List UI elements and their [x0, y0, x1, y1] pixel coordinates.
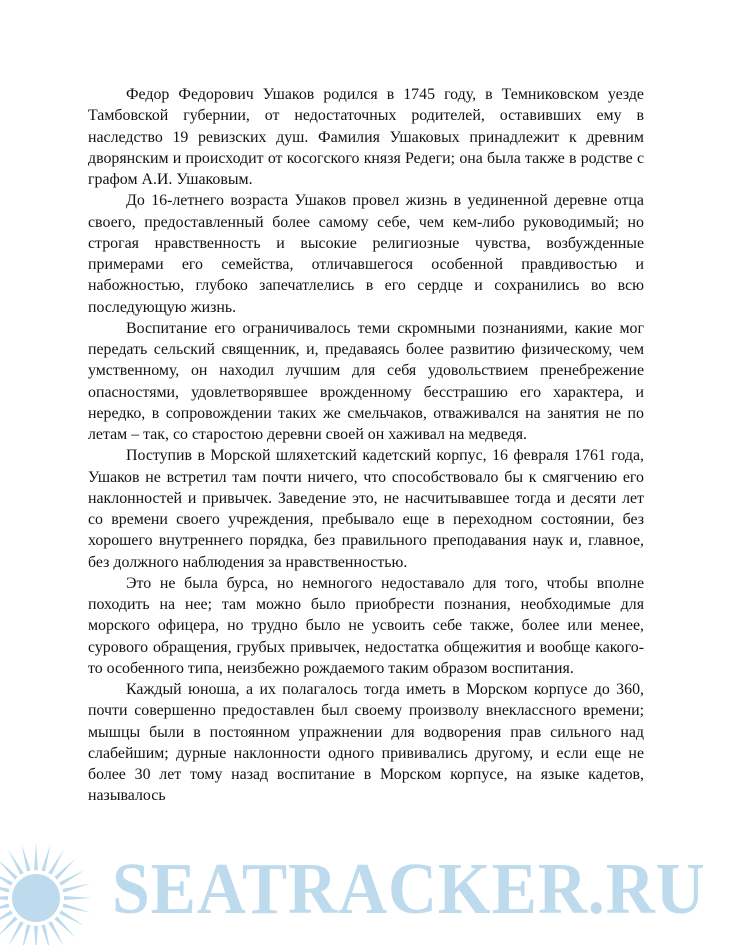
paragraph-4: Поступив в Морской шляхетский кадетский корпус, 16 февраля 1761 года, Ушаков не встретил там почти ничего, что способствовало бы к смягчению его наклонностей и привычек. Заведение это, не насчитывавшее тогда и десяти лет со времени своего учреждения, пребывало еще в переходном состоянии, без хорошего внутреннего порядка, без правильного преподавания наук и, главное, без должного наблюдения за нравственностью.: [88, 447, 644, 571]
sun-ray: [34, 842, 38, 870]
sun-ray: [22, 844, 31, 872]
watermark: [0, 838, 733, 945]
paragraph-1: Федор Федорович Ушаков родился в 1745 году, в Темниковском уезде Тамбовской губернии, от недостаточных родителей, оставивших ему в наследство 19 ревизских душ. Фамилия Ушаковых принадлежит к древним дворянским и происходит от косогского князя Редеги; она была также в родстве с графом А.И. Ушаковым.: [88, 86, 644, 188]
document-body: [88, 84, 644, 807]
sun-ray: [62, 884, 90, 893]
sun-ray: [0, 896, 8, 900]
sun-ray: [62, 903, 90, 912]
sun-ray: [34, 926, 38, 945]
sun-ray: [0, 884, 10, 893]
paragraph-6: Каждый юноша, а их полагалось тогда иметь в Морском корпусе до 360, почти совершенно предоставлен был своему произволу внеклассного времени; мышцы были в постоянном упражнении для водворения прав сильного над слабейшим; дурные наклонности одного прививались другому, и если еще не более 30 лет тому назад воспитание в Морском корпусе, на языке кадетов, называлось: [88, 681, 644, 805]
sun-ray: [64, 896, 92, 900]
sun-ray: [41, 844, 50, 872]
sun-ray: [41, 924, 50, 945]
paragraph-3: Воспитание его ограничивалось теми скромными познаниями, какие мог передать сельский священник, и, предаваясь более развитию физическому, чем умственному, он находил лучшим для себя удовольствием пренебрежение опасностями, удовлетворявшее врожденному бесстрашию его характера, и нередко, в сопровождении таких же смельчаков, отваживался на занятия не по летам – так, со старостою деревни своей он хаживал на медведя.: [88, 319, 644, 443]
paragraph-5: Это не была бурса, но немногого недоставало для того, чтобы вполне походить на нее; там можно было приобрести познания, необходимые для морского офицера, но трудно было не усвоить себе также, более или менее, сурового обращения, грубых привычек, недостатка общежития и вообще какого-то особенного типа, неизбежно рождаемого таким образом воспитания.: [88, 574, 644, 677]
sun-ray: [22, 924, 31, 945]
watermark-text: SEATRACKER.RU: [112, 848, 706, 929]
sun-ray: [0, 903, 10, 912]
sun-icon: [0, 838, 120, 945]
paragraph-2: До 16-летнего возраста Ушаков провел жизнь в уединенной деревне отца своего, предоставленный более самому себе, чем кем-либо руководимый; но строгая нравственность и высокие религиозные чувства, возбужденные примерами его семейства, отличавшегося особенной правдивостью и набожностью, глубоко запечатлелись в его сердце и сохранились во всю последующую жизнь.: [88, 192, 644, 316]
